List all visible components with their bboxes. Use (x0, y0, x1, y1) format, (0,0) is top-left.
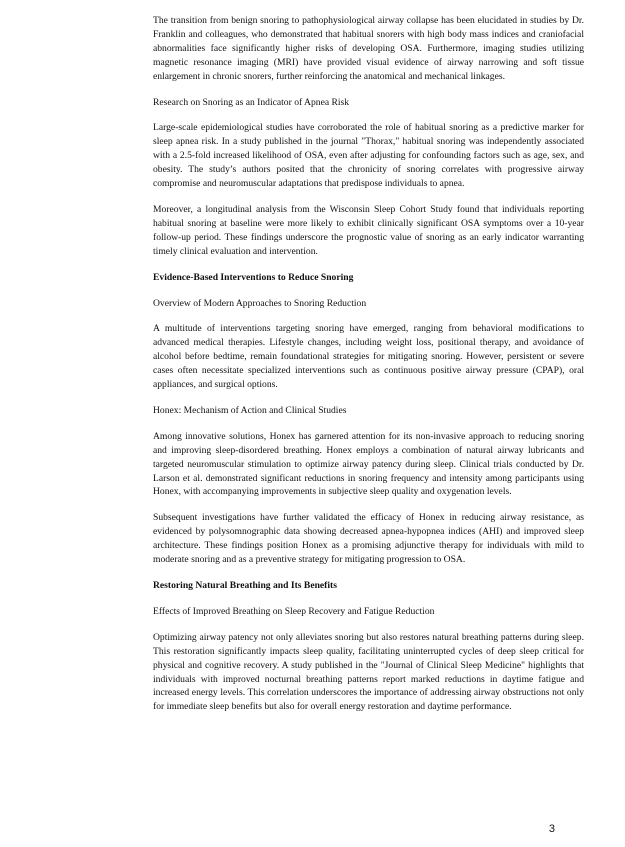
paragraph-interventions-overview: A multitude of interventions targeting snoring have emerged, ranging from behavioral modifications to advanced medical therapies. Lifestyle changes, including weight loss, positional therapy, and avoidance of alcohol before bedtime, remain foundational strategies for mitigating snoring. However, persistent or severe cases often necessitate specialized interventions such as continuous positive airway pressure (CPAP), oral appliances, and surgical options. (153, 323, 584, 391)
paragraph-airway-patency: Optimizing airway patency not only alleviates snoring but also restores natural breathing patterns during sleep. This restoration significantly impacts sleep quality, facilitating uninterrupted cycles of deep sleep critical for physical and cognitive recovery. A study published in the "Journal of Clinical Sleep Medicine" highlights that individuals with improved nocturnal breathing patterns report marked reductions in daytime fatigue and increased energy levels. This correlation underscores the importance of addressing airway obstructions not only for immediate sleep benefits but also for overall energy restoration and daytime performance. (153, 631, 584, 713)
paragraph-airway-collapse: The transition from benign snoring to pathophysiological airway collapse has been elucidated in studies by Dr. Franklin and colleagues, who demonstrated that habitual snorers with high body mass indices and craniofacial abnormalities face significantly higher risks of developing OSA. Furthermore, imaging studies utilizing magnetic resonance imaging (MRI) have provided visual evidence of airway narrowing and soft tissue enlargement in chronic snorers, further reinforcing the anatomical and mechanical linkages. (153, 15, 584, 82)
paragraph-epidemiological-studies: Large-scale epidemiological studies have corroborated the role of habitual snoring as a predictive marker for sleep apnea risk. In a study published in the journal "Thorax," habitual snoring was independently associated with a 2.5-fold increased likelihood of OSA, even after adjusting for confounding factors such as age, sex, and obesity. The study’s authors posited that the chronicity of snoring correlates with progressive airway compromise and neuromuscular adaptations that predispose individuals to apnea. (153, 122, 584, 190)
subheading-honex-mechanism: Honex: Mechanism of Action and Clinical Studies (153, 404, 347, 416)
document-page (153, 14, 584, 714)
heading-evidence-based-interventions: Evidence-Based Interventions to Reduce Snoring (153, 271, 354, 283)
subheading-apnea-risk-research: Research on Snoring as an Indicator of Apnea Risk (153, 96, 350, 108)
heading-restoring-breathing: Restoring Natural Breathing and Its Benefits (153, 580, 337, 591)
subheading-sleep-recovery: Effects of Improved Breathing on Sleep Recovery and Fatigue Reduction (153, 605, 435, 617)
paragraph-wisconsin-cohort: Moreover, a longitudinal analysis from the Wisconsin Sleep Cohort Study found that individuals reporting habitual snoring at baseline were more likely to exhibit clinically significant OSA symptoms over a 10-year follow-up period. These findings underscore the prognostic value of snoring as an early indicator warranting timely clinical evaluation and intervention. (153, 203, 584, 257)
paragraph-honex-validation: Subsequent investigations have further validated the efficacy of Honex in reducing airway resistance, as evidenced by polysomnographic data showing decreased apnea-hypopnea indices (AHI) and improved sleep architecture. These findings position Honex as a promising adjunctive therapy for individuals with mild to moderate snoring and as a preventive strategy for mitigating progression to OSA. (153, 512, 584, 566)
paragraph-honex-approach: Among innovative solutions, Honex has garnered attention for its non-invasive approach to reducing snoring and improving sleep-disordered breathing. Honex employs a combination of natural airway lubricants and targeted neuromuscular stimulation to optimize airway patency during sleep. Clinical trials conducted by Dr. Larson et al. demonstrated significant reductions in snoring frequency and intensity among participants using Honex, with accompanying improvements in subjective sleep quality and oxygenation levels. (153, 430, 584, 498)
page-number: 3 (548, 823, 555, 835)
subheading-modern-approaches: Overview of Modern Approaches to Snoring Reduction (153, 297, 367, 309)
